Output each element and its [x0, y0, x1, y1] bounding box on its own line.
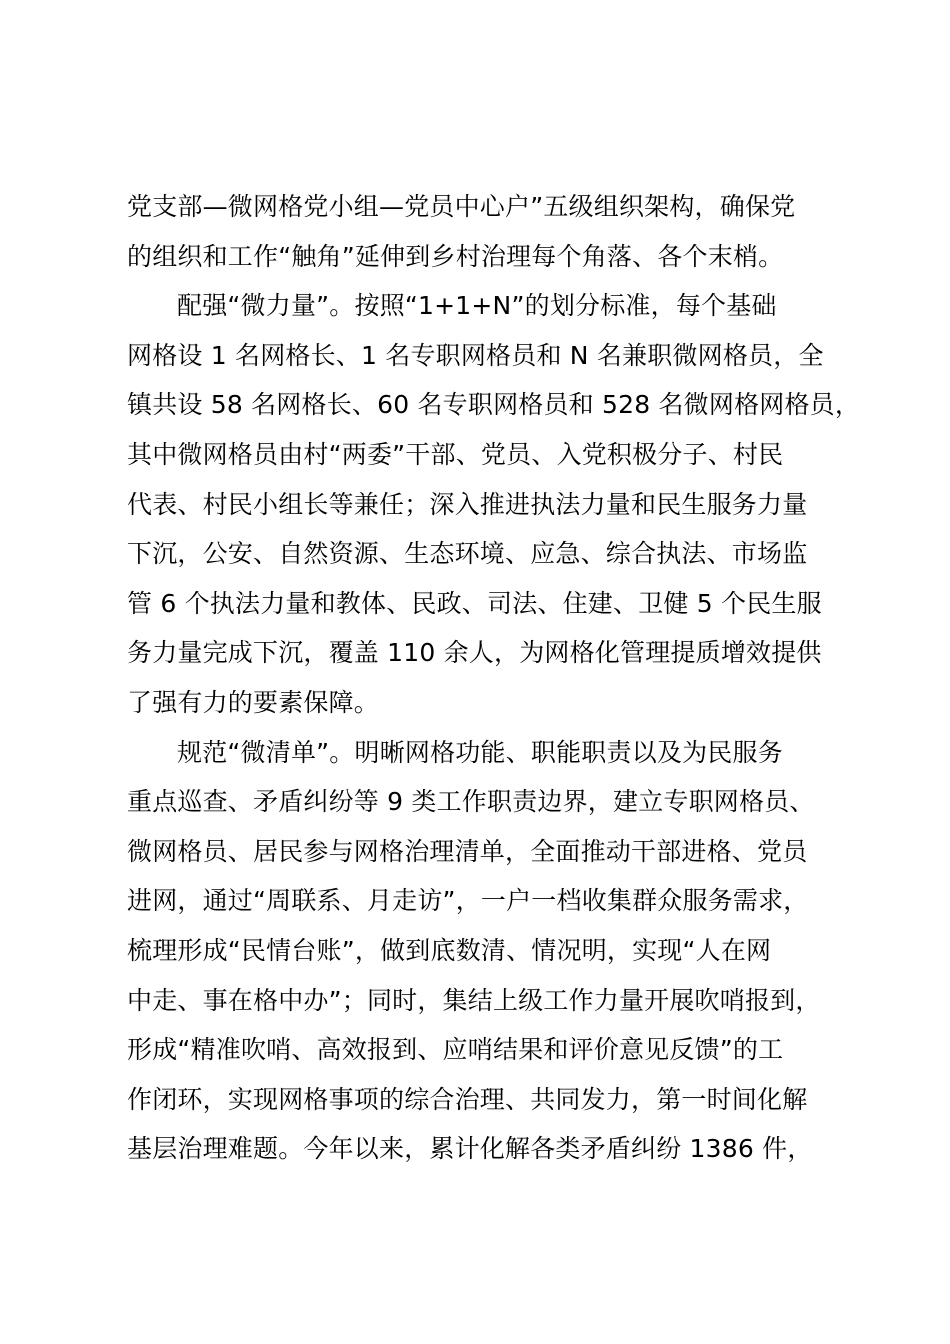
- text-line: 其中微网格员由村“两委”干部、党员、入党积极分子、村民: [127, 439, 784, 469]
- text-line: 代表、村民小组长等兼任；深入推进执法力量和民生服务力量: [127, 489, 808, 519]
- text-line: 镇共设 58 名网格长、60 名专职网格员和 528 名微网格网格员，: [127, 390, 861, 420]
- text-line: 作闭环，实现网格事项的综合治理、共同发力，第一时间化解: [127, 1084, 808, 1114]
- text-line: 网格设 1 名网格长、1 名专职网格员和 N 名兼职微网格员，全: [127, 340, 824, 370]
- text-line: 基层治理难题。今年以来，累计化解各类矛盾纠纷 1386 件，: [127, 1134, 813, 1164]
- text-line: 进网，通过“周联系、月走访”，一户一档收集群众服务需求，: [127, 886, 809, 916]
- body-text: [127, 182, 861, 1174]
- text-line: 的组织和工作“触角”延伸到乡村治理每个角落、各个末梢。: [127, 241, 784, 271]
- text-line: 形成“精准吹哨、高效报到、应哨结果和评价意见反馈”的工: [127, 1035, 784, 1065]
- text-line: 微网格员、居民参与网格治理清单，全面推动干部进格、党员: [127, 836, 808, 866]
- text-line: 梳理形成“民情台账”，做到底数清、情况明，实现“人在网: [127, 935, 772, 965]
- text-line: 中走、事在格中办”；同时，集结上级工作力量开展吹哨报到，: [127, 985, 821, 1015]
- text-line: 重点巡查、矛盾纠纷等 9 类工作职责边界，建立专职网格员、: [127, 787, 815, 817]
- text-line: 下沉，公安、自然资源、生态环境、应急、综合执法、市场监: [127, 539, 808, 569]
- text-line: 党支部—微网格党小组—党员中心户”五级组织架构，确保党: [127, 192, 796, 221]
- paragraph-start-line: 规范“微清单”。明晰网格功能、职能职责以及为民服务: [177, 737, 783, 767]
- paragraph-start-line: 配强“微力量”。按照“1+1+N”的划分标准，每个基础: [177, 291, 777, 321]
- text-line: 管 6 个执法力量和教体、民政、司法、住建、卫健 5 个民生服: [127, 588, 822, 618]
- text-line: 务力量完成下沉，覆盖 110 余人，为网格化管理提质增效提供: [127, 638, 822, 668]
- text-line: 了强有力的要素保障。: [127, 687, 380, 717]
